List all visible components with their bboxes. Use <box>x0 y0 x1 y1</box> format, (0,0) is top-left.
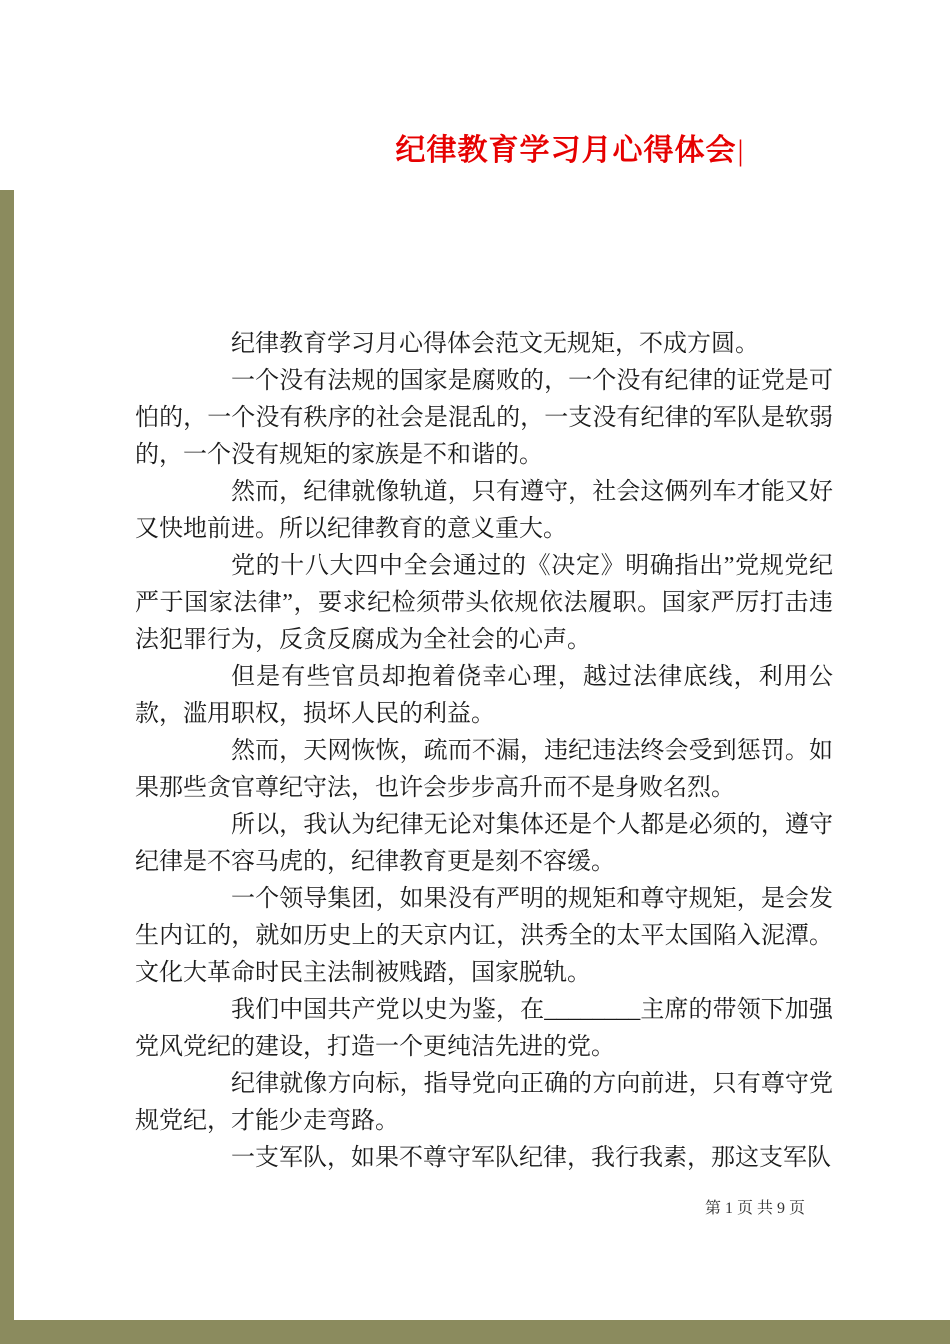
document-title <box>190 131 950 171</box>
page-number-footer: 第 1 页 共 9 页 <box>704 1200 805 1217</box>
document-title-text: 纪律教育学习月心得体会 <box>395 134 737 167</box>
document-body <box>135 326 833 1177</box>
paragraph: 一支军队，如果不尊守军队纪律，我行我素，那这支军队 <box>231 1145 831 1171</box>
page-edge-stripe-bottom <box>0 1320 950 1344</box>
paragraph: 我们中国共产党以史为鉴，在________主席的带领下加强党风党纪的建设，打造一个更纯洁先进的党。 <box>135 997 833 1060</box>
paragraph: 但是有些官员却抱着侥幸心理，越过法律底线，利用公款，滥用职权，损坏人民的利益。 <box>135 664 833 727</box>
page-edge-stripe-left <box>0 190 14 1344</box>
paragraph: 所以，我认为纪律无论对集体还是个人都是必须的，遵守纪律是不容马虎的，纪律教育更是刻不容缓。 <box>135 812 833 875</box>
text-cursor: | <box>737 134 745 167</box>
paragraph: 党的十八大四中全会通过的《决定》明确指出”党规党纪严于国家法律”，要求纪检须带头依规依法履职。国家严厉打击违法犯罪行为，反贪反腐成为全社会的心声。 <box>135 553 833 653</box>
paragraph: 一个没有法规的国家是腐败的，一个没有纪律的证党是可怕的，一个没有秩序的社会是混乱的，一支没有纪律的军队是软弱的，一个没有规矩的家族是不和谐的。 <box>135 368 833 468</box>
paragraph: 纪律教育学习月心得体会范文无规矩，不成方圆。 <box>231 331 759 357</box>
paragraph: 一个领导集团，如果没有严明的规矩和尊守规矩，是会发生内讧的，就如历史上的天京内讧，洪秀全的太平太国陷入泥潭。文化大革命时民主法制被贱踏，国家脱轨。 <box>135 886 833 986</box>
paragraph: 纪律就像方向标，指导党向正确的方向前进，只有尊守党规党纪，才能少走弯路。 <box>135 1071 833 1134</box>
paragraph: 然而，天网恢恢，疏而不漏，违纪违法终会受到惩罚。如果那些贪官尊纪守法，也许会步步高升而不是身败名烈。 <box>135 738 833 801</box>
paragraph: 然而，纪律就像轨道，只有遵守，社会这俩列车才能又好又快地前进。所以纪律教育的意义重大。 <box>135 479 833 542</box>
